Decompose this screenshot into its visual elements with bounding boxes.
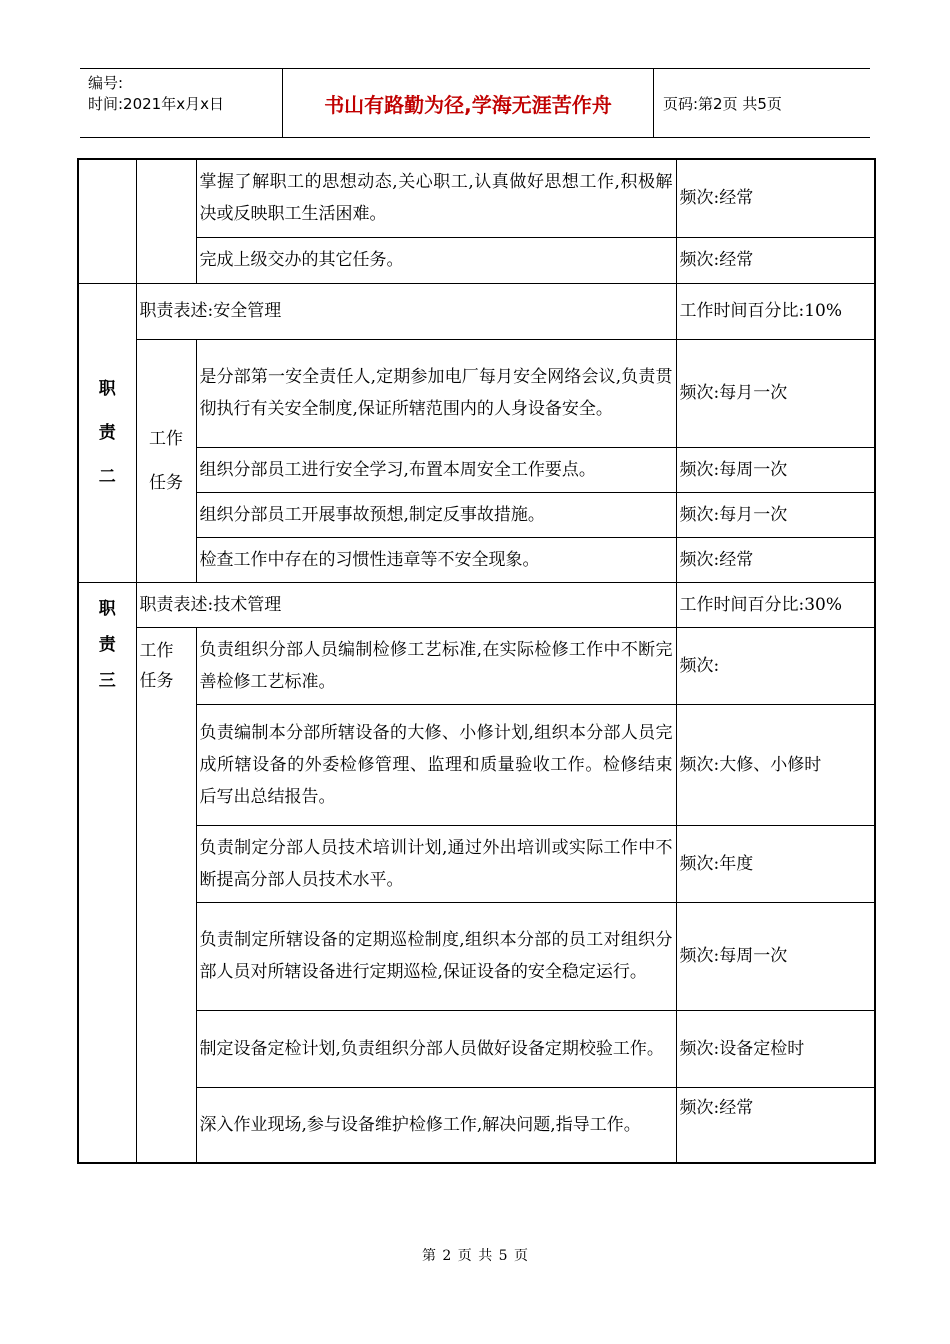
table-row bbox=[78, 237, 875, 283]
section-cell-empty bbox=[78, 159, 136, 283]
page-header bbox=[80, 68, 870, 138]
table-row bbox=[78, 447, 875, 492]
task-frequency: 频次:设备定检时 bbox=[676, 1010, 875, 1087]
task-text: 负责组织分部人员编制检修工艺标准,在实际检修工作中不断完善检修工艺标准。 bbox=[196, 627, 676, 704]
doc-date-label: 时间:2021年x月x日 bbox=[88, 95, 224, 113]
table-row bbox=[78, 1010, 875, 1087]
task-text: 负责制定所辖设备的定期巡检制度,组织本分部的员工对组织分部人员对所辖设备进行定期巡检,保证设备的安全稳定运行。 bbox=[196, 902, 676, 1010]
table-row bbox=[78, 159, 875, 237]
task-label-line: 任务 bbox=[149, 472, 183, 493]
table-row bbox=[78, 1087, 875, 1163]
page-footer: 第 2 页 共 5 页 bbox=[421, 1248, 529, 1264]
table-row bbox=[78, 704, 875, 825]
table-row bbox=[78, 492, 875, 537]
section-char: 责 bbox=[98, 634, 116, 655]
duty-description: 职责表述:安全管理 bbox=[136, 283, 676, 339]
task-frequency: 频次:经常 bbox=[676, 159, 875, 237]
task-text: 组织分部员工开展事故预想,制定反事故措施。 bbox=[196, 492, 676, 537]
task-frequency: 频次: bbox=[676, 627, 875, 704]
task-text: 是分部第一安全责任人,定期参加电厂每月安全网络会议,负责贯彻执行有关安全制度,保证所辖范围内的人身设备安全。 bbox=[196, 339, 676, 447]
table-row bbox=[78, 582, 875, 627]
section-char: 二 bbox=[98, 466, 116, 487]
header-motto: 书山有路勤为径,学海无涯苦作舟 bbox=[324, 93, 612, 117]
duty-table bbox=[77, 158, 876, 1164]
task-frequency: 频次:每周一次 bbox=[676, 447, 875, 492]
task-label-line: 工作 bbox=[149, 428, 183, 449]
header-meta bbox=[88, 73, 288, 115]
task-text: 组织分部员工进行安全学习,布置本周安全工作要点。 bbox=[196, 447, 676, 492]
sub-cell-empty bbox=[136, 159, 196, 283]
task-text: 制定设备定检计划,负责组织分部人员做好设备定期校验工作。 bbox=[196, 1010, 676, 1087]
task-frequency: 频次:经常 bbox=[676, 1087, 875, 1163]
section-label-duty-3 bbox=[78, 582, 136, 1163]
task-text: 检查工作中存在的习惯性违章等不安全现象。 bbox=[196, 537, 676, 582]
task-text: 深入作业现场,参与设备维护检修工作,解决问题,指导工作。 bbox=[196, 1087, 676, 1163]
task-text: 完成上级交办的其它任务。 bbox=[196, 237, 676, 283]
table-row bbox=[78, 537, 875, 582]
task-frequency: 频次:每月一次 bbox=[676, 339, 875, 447]
section-char: 责 bbox=[98, 422, 116, 443]
section-label-duty-2 bbox=[78, 283, 136, 582]
task-frequency: 频次:每月一次 bbox=[676, 492, 875, 537]
section-char: 三 bbox=[98, 670, 116, 691]
duty-description: 职责表述:技术管理 bbox=[136, 582, 676, 627]
task-frequency: 频次:年度 bbox=[676, 825, 875, 902]
task-label-line: 工作 bbox=[139, 640, 174, 661]
header-divider bbox=[653, 69, 654, 137]
time-percentage: 工作时间百分比:30% bbox=[676, 582, 875, 627]
section-char: 职 bbox=[98, 378, 116, 399]
table-row bbox=[78, 627, 875, 704]
table-row bbox=[78, 902, 875, 1010]
task-label-line: 任务 bbox=[139, 670, 174, 691]
task-text: 掌握了解职工的思想动态,关心职工,认真做好思想工作,积极解决或反映职工生活困难。 bbox=[196, 159, 676, 237]
table-row bbox=[78, 339, 875, 447]
task-text: 负责制定分部人员技术培训计划,通过外出培训或实际工作中不断提高分部人员技术水平。 bbox=[196, 825, 676, 902]
task-text: 负责编制本分部所辖设备的大修、小修计划,组织本分部人员完成所辖设备的外委检修管理、监理和质量验收工作。检修结束后写出总结报告。 bbox=[196, 704, 676, 825]
task-frequency: 频次:经常 bbox=[676, 237, 875, 283]
time-percentage: 工作时间百分比:10% bbox=[676, 283, 875, 339]
table-row bbox=[78, 825, 875, 902]
task-frequency: 频次:大修、小修时 bbox=[676, 704, 875, 825]
doc-number-label: 编号: bbox=[88, 74, 124, 92]
section-char: 职 bbox=[98, 598, 116, 619]
task-frequency: 频次:每周一次 bbox=[676, 902, 875, 1010]
table-row bbox=[78, 283, 875, 339]
header-page-label: 页码:第2页 共5页 bbox=[663, 95, 782, 113]
task-label bbox=[136, 627, 196, 1163]
task-frequency: 频次:经常 bbox=[676, 537, 875, 582]
task-label bbox=[136, 339, 196, 582]
